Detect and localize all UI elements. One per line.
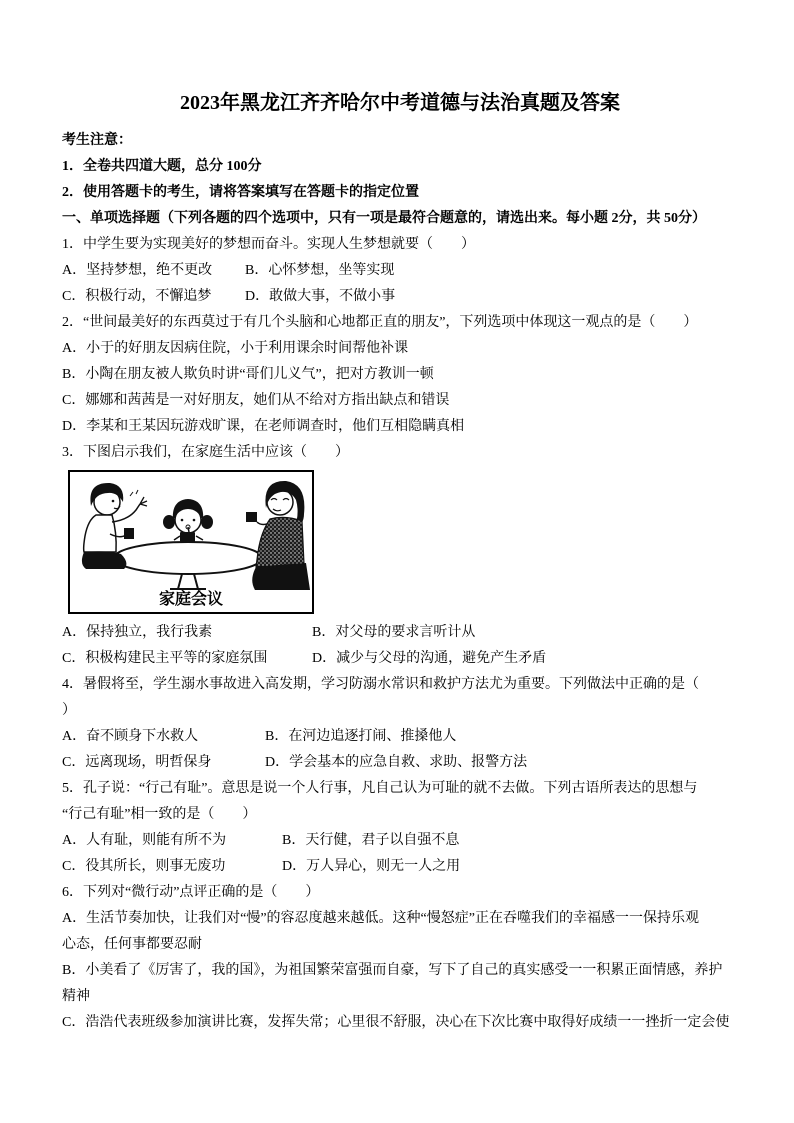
q4-option-d: D．学会基本的应急自救、求助、报警方法 [265,755,528,770]
q6-option-c-line-1: C．浩浩代表班级参加演讲比赛，发挥失常；心里很不舒服，决心在下次比赛中取得好成绩一一挫折一定会使 [62,1015,730,1030]
figure-caption: 家庭会议 [158,591,223,608]
q3-option-c: C．积极构建民主平等的家庭氛围 [62,651,268,666]
q1-option-b: B．心怀梦想，坐等实现 [245,263,395,278]
q1-option-c: C．积极行动，不懈追梦 [62,289,212,304]
q3-stem: 3．下图启示我们，在家庭生活中应该（ ） [62,445,349,460]
q2-option-b: B．小陶在朋友被人欺负时讲“哥们儿义气”，把对方教训一顿 [62,367,434,382]
section-1-heading: 一、单项选择题（下列各题的四个选项中，只有一项是最符合题意的，请选出来。每小题 2分，共 50分） [62,211,706,226]
q4-options-row-1 [62,724,738,750]
q2-stem: 2．“世间最美好的东西莫过于有几个头脑和心地都正直的朋友”，下列选项中体现这一观点的是（ ） [62,315,698,330]
q4-stem-line-2: ） [62,703,76,718]
q5-option-c: C．役其所长，则事无废功 [62,859,226,874]
notice-item-1: 1．全卷共四道大题，总分 100分 [62,159,262,174]
q5-options-row-1 [62,828,738,854]
q5-stem-line-2: “行己有耻”相一致的是（ ） [62,807,257,822]
q1-option-a: A．坚持梦想，绝不更改 [62,263,213,278]
q2-option-a: A．小于的好朋友因病住院，小于利用课余时间帮他补课 [62,341,409,356]
q6-stem: 6．下列对“微行动”点评正确的是（ ） [62,885,320,900]
exam-title: 2023年黑龙江齐齐哈尔中考道德与法治真题及答案 [180,92,620,114]
q5-options-row-2 [62,854,738,880]
q3-options-row-2 [62,646,738,672]
q4-option-b: B．在河边追逐打闹、推搡他人 [265,729,457,744]
family-meeting-figure [68,470,314,614]
notice-item-2: 2．使用答题卡的考生，请将答案填写在答题卡的指定位置 [62,185,419,200]
q6-option-a-line-1: A．生活节奏加快，让我们对“慢”的容忍度越来越低。这种“慢怒症”正在吞噬我们的幸福感一一保持乐观 [62,911,699,926]
q4-option-a: A．奋不顾身下水救人 [62,729,199,744]
q3-option-a: A．保持独立，我行我素 [62,625,213,640]
q6-option-b-line-1: B．小美看了《厉害了，我的国》，为祖国繁荣富强而自豪，写下了自己的真实感受一一积累正面情感，养护 [62,963,723,978]
q1-options-row-1 [62,258,738,284]
q6-option-b-line-2: 精神 [62,989,90,1004]
q2-option-c: C．娜娜和茜茜是一对好朋友，她们从不给对方指出缺点和错误 [62,393,450,408]
q1-stem: 1．中学生要为实现美好的梦想而奋斗。实现人生梦想就要（ ） [62,237,475,252]
q5-option-a: A．人有耻，则能有所不为 [62,833,227,848]
q6-option-a-line-2: 心态，任何事都要忍耐 [62,937,202,952]
notice-header: 考生注意： [62,133,132,148]
q5-option-d: D．万人异心，则无一人之用 [282,859,461,874]
q4-options-row-2 [62,750,738,776]
q5-stem-line-1: 5．孔子说：“行己有耻”。意思是说一个人行事，凡自己认为可耻的就不去做。下列古语所表达的思想与 [62,781,698,796]
family-meeting-illustration [70,472,312,590]
q5-option-b: B．天行健，君子以自强不息 [282,833,460,848]
q2-option-d: D．李某和王某因玩游戏旷课，在老师调查时，他们互相隐瞒真相 [62,419,465,434]
q3-option-b: B．对父母的要求言听计从 [312,625,476,640]
q1-options-row-2 [62,284,738,310]
q4-stem-line-1: 4．暑假将至，学生溺水事故进入高发期，学习防溺水常识和救护方法尤为重要。下列做法中正确的是（ [62,677,699,692]
q1-option-d: D．敢做大事，不做小事 [245,289,396,304]
q3-option-d: D．减少与父母的沟通，避免产生矛盾 [312,651,547,666]
q3-options-row-1 [62,620,738,646]
q4-option-c: C．远离现场，明哲保身 [62,755,212,770]
